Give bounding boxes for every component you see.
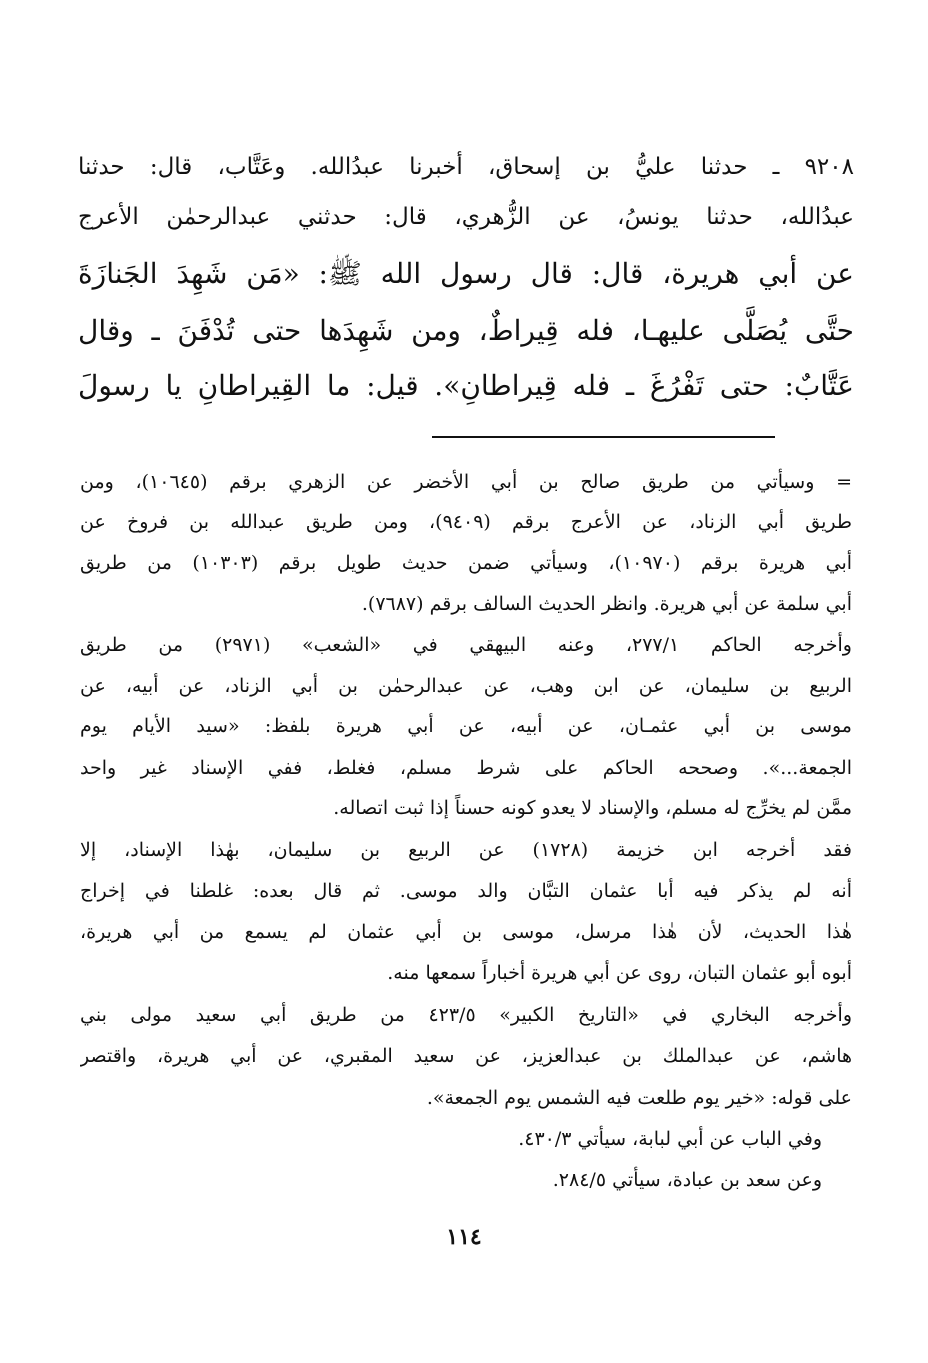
footnote-line-8: الجمعة...». وصححه الحاكم على شرط مسلم، فغلط، ففي الإسناد غير واحد	[80, 757, 852, 779]
footnote-line-2: طريق أبي الزناد، عن الأعرج برقم (٩٤٠٩)، ومن طريق عبدالله بن فروخ عن	[80, 511, 852, 533]
footnote-line-3: أبي هريرة برقم (١٠٩٧٠)، وسيأتي ضمن حديث طويل برقم (١٠٣٠٣) من طريق	[80, 552, 852, 574]
footnote-line-16: على قوله: «خير يوم طلعت فيه الشمس يوم الجمعة».	[426, 1087, 852, 1109]
footnote-line-6: الربيع بن سليمان، عن ابن وهب، عن عبدالرحمٰن بن أبي الزناد، عن أبيه، عن	[80, 675, 852, 697]
footnote-line-4: أبي سلمة عن أبي هريرة. وانظر الحديث السالف برقم (٧٦٨٧).	[361, 593, 852, 615]
main-text-line-3: عن أبي هريرة، قال: قال رسول الله ﷺ: «مَن شَهِدَ الجَنازَةَ	[78, 257, 854, 290]
footnote-line-10: فقد أخرجه ابن خزيمة (١٧٢٨) عن الربيع بن سليمان، بهٰذا الإسناد، إلا	[80, 839, 852, 861]
footnote-line-11: أنه لم يذكر فيه أبا عثمان التبَّان والد موسى. ثم قال بعده: غلطنا في إخراج	[80, 880, 852, 902]
footnote-line-1: = وسيأتي من طريق صالح بن أبي الأخضر عن الزهري برقم (١٠٦٤٥)، ومن	[80, 471, 852, 493]
footnote-divider	[432, 436, 775, 438]
footnote-line-5: وأخرجه الحاكم ٢٧٧/١، وعنه البيهقي في «الشعب» (٢٩٧١) من طريق	[80, 634, 852, 656]
page-number: ١١٤	[446, 1224, 482, 1250]
footnote-line-9: ممَّن لم يخرِّج له مسلم، والإسناد لا يعدو كونه حسناً إذا ثبت اتصاله.	[333, 797, 852, 819]
footnote-line-12: هٰذا الحديث، لأن هٰذا مرسل، موسى بن أبي عثمان لم يسمع من أبي هريرة،	[80, 921, 852, 943]
main-text-line-1: ٩٢٠٨ ـ حدثنا عليُّ بن إسحاق، أخبرنا عبدُالله. وعَتَّاب، قال: حدثنا	[78, 154, 854, 180]
footnote-line-18: وعن سعد بن عبادة، سيأتي ٢٨٤/٥.	[552, 1169, 822, 1191]
main-text-line-4: حتَّى يُصَلَّى عليهـا، فله قِيراطٌ، ومن شَهِدَها حتى تُدْفَنَ ـ وقال	[78, 314, 854, 347]
main-text-line-5: عَتَّابٌ: حتى تَفْرُغَ ـ فله قِيراطانِ». قيل: ما القِيراطانِ يا رسولَ	[78, 369, 854, 402]
footnote-line-7: موسى بن أبي عثمـان، عن أبيه، عن أبي هريرة بلفظ: «سيد الأيام يوم	[80, 715, 852, 737]
footnote-line-17: وفي الباب عن أبي لبابة، سيأتي ٤٣٠/٣.	[518, 1128, 822, 1150]
main-text-line-2: عبدُالله، حدثنا يونسُ، عن الزُّهري، قال: حدثني عبدالرحمٰن الأعرج	[78, 204, 854, 230]
footnote-line-14: وأخرجه البخاري في «التاريخ الكبير» ٤٢٣/٥ من طريق أبي سعيد مولى بني	[80, 1004, 852, 1026]
footnote-line-13: أبوه أبو عثمان التبان، روى عن أبي هريرة أخباراً سمعها منه.	[387, 962, 852, 984]
footnote-line-15: هاشم، عن عبدالملك بن عبدالعزيز، عن سعيد المقبري، عن أبي هريرة، واقتصر	[80, 1045, 852, 1067]
